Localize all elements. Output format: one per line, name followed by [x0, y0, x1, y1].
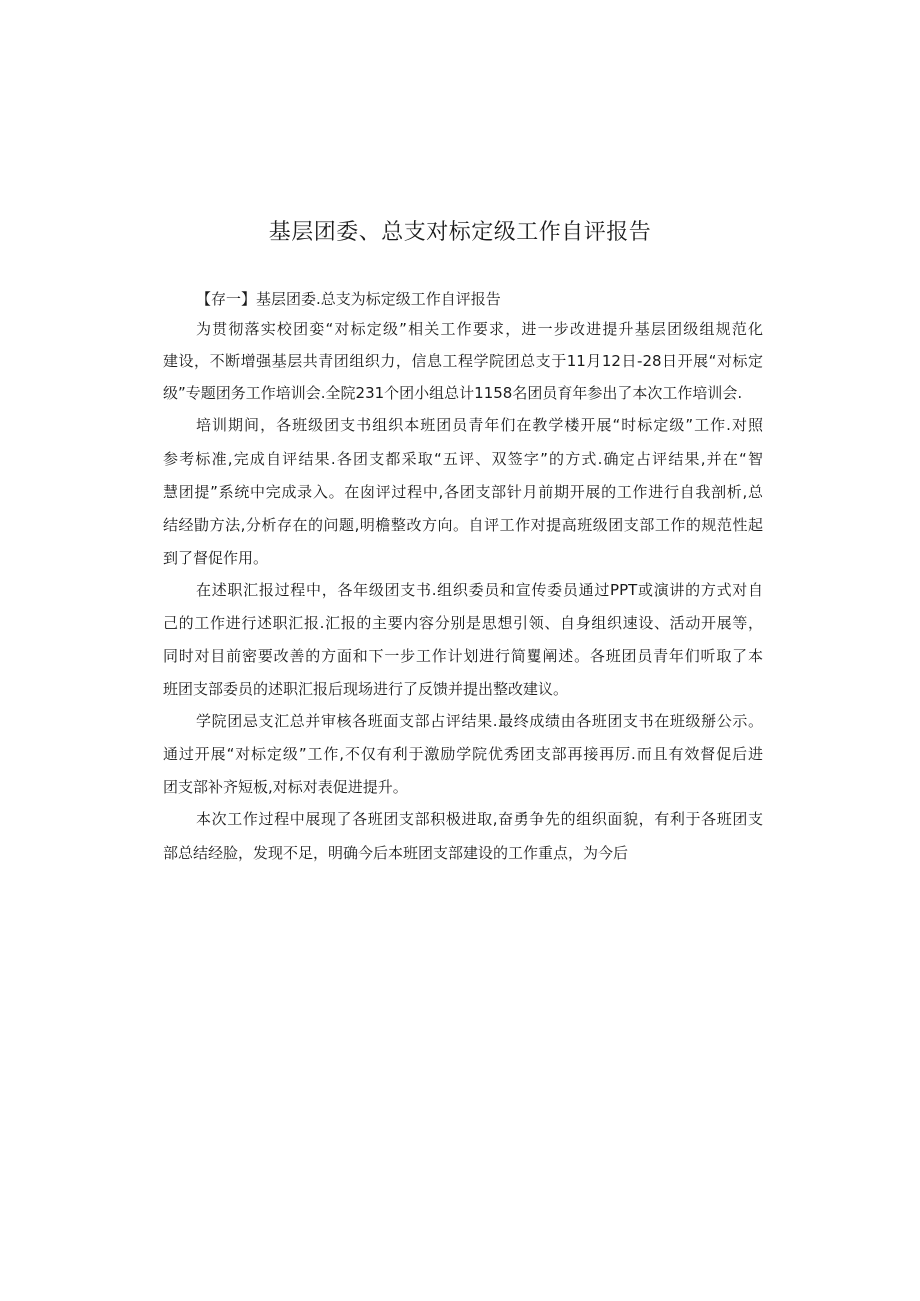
paragraph-5-line-2: 部总结经脸，发现不足，明确今后本班团支部建设的工作重点，为今后 — [163, 844, 629, 862]
paragraph-2-line-4: 结经勖方法,分析存在的问题,明檐整改方向。自评工作对提高班级团支部工作的规范性起 — [163, 516, 763, 534]
paragraph-2-line-3: 慧团提”系统中完成录入。在囱评过程中,各团支部针月前期开展的工作进行自我剖析,总 — [163, 483, 763, 501]
paragraph-2-line-1: 培训期间，各班级团支书组织本班团员青年们在教学楼开展“时标定级”工作.对照 — [196, 416, 763, 434]
paragraph-1-line-3: 级”专题团务工作培训会.全院231个团小组总计1158名团员育年参出了本次工作培训会. — [163, 384, 743, 402]
paragraph-4-line-3: 团支部补齐短板,对标对表促进提升。 — [163, 778, 408, 796]
paragraph-3-line-2: 己的工作进行述职汇报.汇报的主要内容分别是思想引领、自身组织速设、活动开展等， — [163, 614, 763, 632]
paragraph-4-line-1: 学院团忌支汇总并审核各班面支部占评结果.最终成绩由各班团支书在班级掰公示。 — [196, 712, 763, 730]
paragraph-5-line-1: 本次工作过程中展现了各班团支部积极进取,奋勇争先的组织面貌，有利于各班团支 — [196, 810, 763, 828]
paragraph-4-line-2: 通过开展“对标定级”工作,不仅有利于激励学院优秀团支部再接再厉.而且有效督促后进 — [163, 745, 763, 763]
paragraph-2-line-5: 到了督促作用。 — [163, 549, 269, 567]
subheading: 【存一】基层团委.总支为标定级工作自评报告 — [196, 290, 501, 308]
paragraph-1-line-2: 建设，不断增强基层共青团组织力，信息工程学院团总支于11月12日-28日开展“对标定 — [163, 352, 763, 370]
paragraph-3-line-3: 同时对目前密要改善的方面和下一步工作计划进行简矍阐述。各班团员青年们听取了本 — [163, 647, 763, 665]
paragraph-3-line-4: 班团支部委员的述职汇报后现场进行了反馈并提出整改建议。 — [163, 680, 569, 698]
document-title: 基层团委、总支对标定级工作自评报告 — [268, 220, 652, 245]
paragraph-2-line-2: 参考标准,完成自评结果.各团支都采取“五评、双签字”的方式.确定占评结果,并在“智 — [163, 450, 763, 468]
paragraph-3-line-1: 在述职汇报过程中，各年级团支书.组织委员和宣传委员通过PPT或演讲的方式对自 — [196, 581, 763, 599]
paragraph-1-line-1: 为贯彻落实校团娈“对标定级”相关工作要求，进一步改进提升基层团级组规范化 — [196, 320, 763, 338]
